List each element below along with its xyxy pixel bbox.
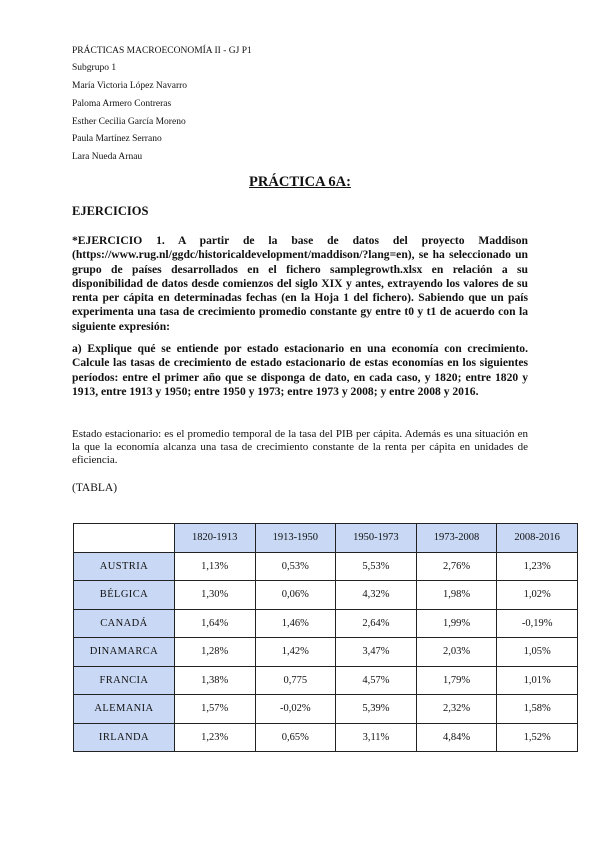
country-cell: FRANCIA — [74, 666, 175, 695]
table-row — [74, 581, 578, 610]
value-cell: 1,52% — [497, 723, 578, 752]
column-header: 2008-2016 — [497, 524, 578, 553]
value-cell: 0,775 — [255, 666, 336, 695]
value-cell: 1,64% — [174, 609, 255, 638]
table-label: (TABLA) — [72, 482, 118, 494]
value-cell: 5,53% — [336, 552, 417, 581]
country-cell: IRLANDA — [74, 723, 175, 752]
country-cell: ALEMANIA — [74, 695, 175, 724]
page-title-text: PRÁCTICA 6A: — [249, 174, 351, 190]
table-row — [74, 695, 578, 724]
table-row — [74, 666, 578, 695]
value-cell: 3,11% — [336, 723, 417, 752]
growth-table — [73, 523, 578, 752]
value-cell: 1,58% — [497, 695, 578, 724]
value-cell: 0,06% — [255, 581, 336, 610]
value-cell: 1,99% — [416, 609, 497, 638]
value-cell: 1,23% — [174, 723, 255, 752]
table-corner-cell — [74, 524, 175, 553]
table-header-row — [74, 524, 578, 553]
question-a: a) Explique qué se entiende por estado estacionario en una economía con crecimiento. Calcule las tasas de crecimiento de estado estacionario de estas economías en los siguientes períodos: entre el primer año que se disponga de dato, en cada caso, y 1820; entre 1820 y 1913, entre 1913 y 1950; entre 1950 y 1973; entre 1973 y 2008; y entre 2008 y 2016. — [72, 342, 528, 398]
country-cell: DINAMARCA — [74, 638, 175, 667]
answer-paragraph: Estado estacionario: es el promedio temporal de la tasa del PIB per cápita. Además es una situación en la que la economía alcanza una tasa de crecimiento constante de la renta per cápita en unidades de eficiencia. — [72, 428, 528, 466]
column-header: 1950-1973 — [336, 524, 417, 553]
value-cell: 4,84% — [416, 723, 497, 752]
value-cell: 5,39% — [336, 695, 417, 724]
value-cell: 2,76% — [416, 552, 497, 581]
value-cell: 1,05% — [497, 638, 578, 667]
table-row — [74, 638, 578, 667]
value-cell: -0,02% — [255, 695, 336, 724]
table-row — [74, 552, 578, 581]
member-name: Paloma Armero Contreras — [72, 99, 172, 109]
column-header: 1820-1913 — [174, 524, 255, 553]
member-name: Lara Nueda Arnau — [72, 152, 143, 162]
value-cell: 3,47% — [336, 638, 417, 667]
value-cell: 1,28% — [174, 638, 255, 667]
member-name: María Victoria López Navarro — [72, 81, 188, 91]
value-cell: 4,57% — [336, 666, 417, 695]
value-cell: 1,13% — [174, 552, 255, 581]
value-cell: 1,42% — [255, 638, 336, 667]
column-header: 1973-2008 — [416, 524, 497, 553]
value-cell: 2,64% — [336, 609, 417, 638]
member-name: Paula Martínez Serrano — [72, 134, 162, 144]
table-row — [74, 609, 578, 638]
course-line: PRÁCTICAS MACROECONOMÍA II - GJ P1 — [72, 46, 252, 56]
value-cell: 1,01% — [497, 666, 578, 695]
value-cell: 1,30% — [174, 581, 255, 610]
value-cell: -0,19% — [497, 609, 578, 638]
country-cell: CANADÁ — [74, 609, 175, 638]
value-cell: 0,53% — [255, 552, 336, 581]
value-cell: 1,02% — [497, 581, 578, 610]
value-cell: 1,79% — [416, 666, 497, 695]
section-heading: EJERCICIOS — [72, 204, 149, 218]
value-cell: 1,57% — [174, 695, 255, 724]
value-cell: 2,03% — [416, 638, 497, 667]
column-header: 1913-1950 — [255, 524, 336, 553]
value-cell: 1,46% — [255, 609, 336, 638]
group-line: Subgrupo 1 — [72, 63, 117, 73]
country-cell: BÉLGICA — [74, 581, 175, 610]
value-cell: 1,98% — [416, 581, 497, 610]
value-cell: 4,32% — [336, 581, 417, 610]
country-cell: AUSTRIA — [74, 552, 175, 581]
value-cell: 1,38% — [174, 666, 255, 695]
value-cell: 1,23% — [497, 552, 578, 581]
value-cell: 2,32% — [416, 695, 497, 724]
value-cell: 0,65% — [255, 723, 336, 752]
member-name: Esther Cecilia García Moreno — [72, 117, 186, 127]
page-title — [0, 173, 600, 191]
exercise-statement: *EJERCICIO 1. A partir de la base de datos del proyecto Maddison (https://www.rug.nl/ggdc/historicaldevelopment/maddison/?lang=en), se ha seleccionado un grupo de países desarrollados en el fichero samplegrowth.xlsx en relación a su disponibilidad de datos desde comienzos del siglo XIX y antes, extrayendo los valores de su renta per cápita en determinadas fechas (en la Hoja 1 del fichero). Sabiendo que un país experimenta una tasa de crecimiento promedio constante gy entre t0 y t1 de acuerdo con la siguiente expresión: — [72, 234, 528, 333]
table-row — [74, 723, 578, 752]
